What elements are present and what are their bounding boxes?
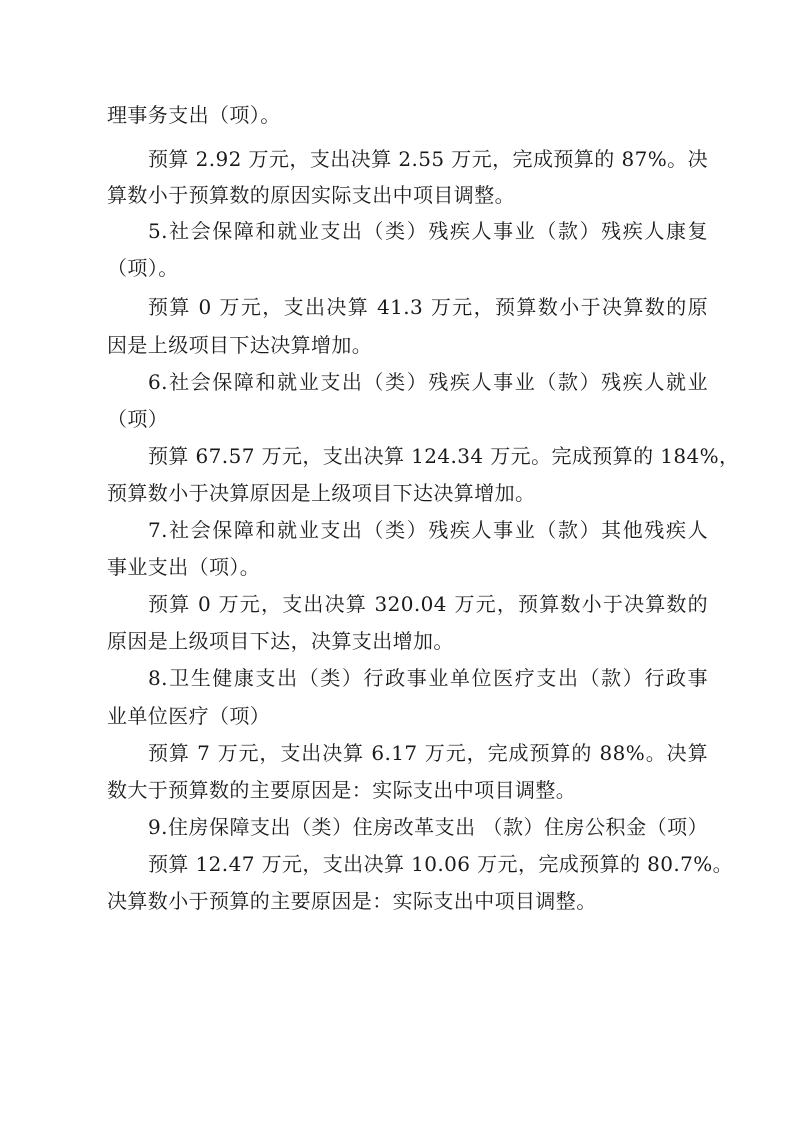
text-line: 预算 67.57 万元，支出决算 124.34 万元。完成预算的 184%， bbox=[148, 444, 740, 468]
text-line: 算数小于预算数的原因实际支出中项目调整。 bbox=[107, 183, 515, 207]
text-line: 原因是上级项目下达，决算支出增加。 bbox=[107, 629, 454, 653]
text-line: 预算 0 万元，支出决算 41.3 万元，预算数小于决算数的原 bbox=[148, 295, 708, 319]
text-line: 理事务支出（项）。 bbox=[107, 103, 281, 127]
text-line: 数大于预算数的主要原因是：实际支出中项目调整。 bbox=[107, 778, 577, 802]
text-line: 因是上级项目下达决算增加。 bbox=[107, 333, 373, 357]
text-line: 决算数小于预算的主要原因是：实际支出中项目调整。 bbox=[107, 889, 597, 913]
text-line: 预算 2.92 万元，支出决算 2.55 万元，完成预算的 87%。决 bbox=[148, 147, 708, 171]
text-line: 预算 7 万元，支出决算 6.17 万元，完成预算的 88%。决算 bbox=[148, 741, 708, 765]
text-line: 预算数小于决算原因是上级项目下达决算增加。 bbox=[107, 481, 536, 505]
text-line: （项）。 bbox=[107, 256, 179, 280]
text-line: 预算 0 万元，支出决算 320.04 万元，预算数小于决算数的 bbox=[148, 592, 708, 616]
section-heading: 7.社会保障和就业支出（类）残疾人事业（款）其他残疾人 bbox=[148, 518, 708, 542]
section-heading: 5.社会保障和就业支出（类）残疾人事业（款）残疾人康复 bbox=[148, 219, 708, 243]
section-heading: 6.社会保障和就业支出（类）残疾人事业（款）残疾人就业 bbox=[148, 370, 708, 394]
section-heading: 9.住房保障支出（类）住房改革支出 （款）住房公积金（项） bbox=[148, 815, 708, 839]
text-line: 预算 12.47 万元，支出决算 10.06 万元，完成预算的 80.7%。 bbox=[148, 852, 734, 876]
text-line: （项） bbox=[107, 407, 169, 431]
text-line: 事业支出（项）。 bbox=[107, 555, 261, 579]
text-line: 业单位医疗（项） bbox=[107, 704, 271, 728]
section-heading: 8.卫生健康支出（类）行政事业单位医疗支出（款）行政事 bbox=[148, 666, 708, 690]
